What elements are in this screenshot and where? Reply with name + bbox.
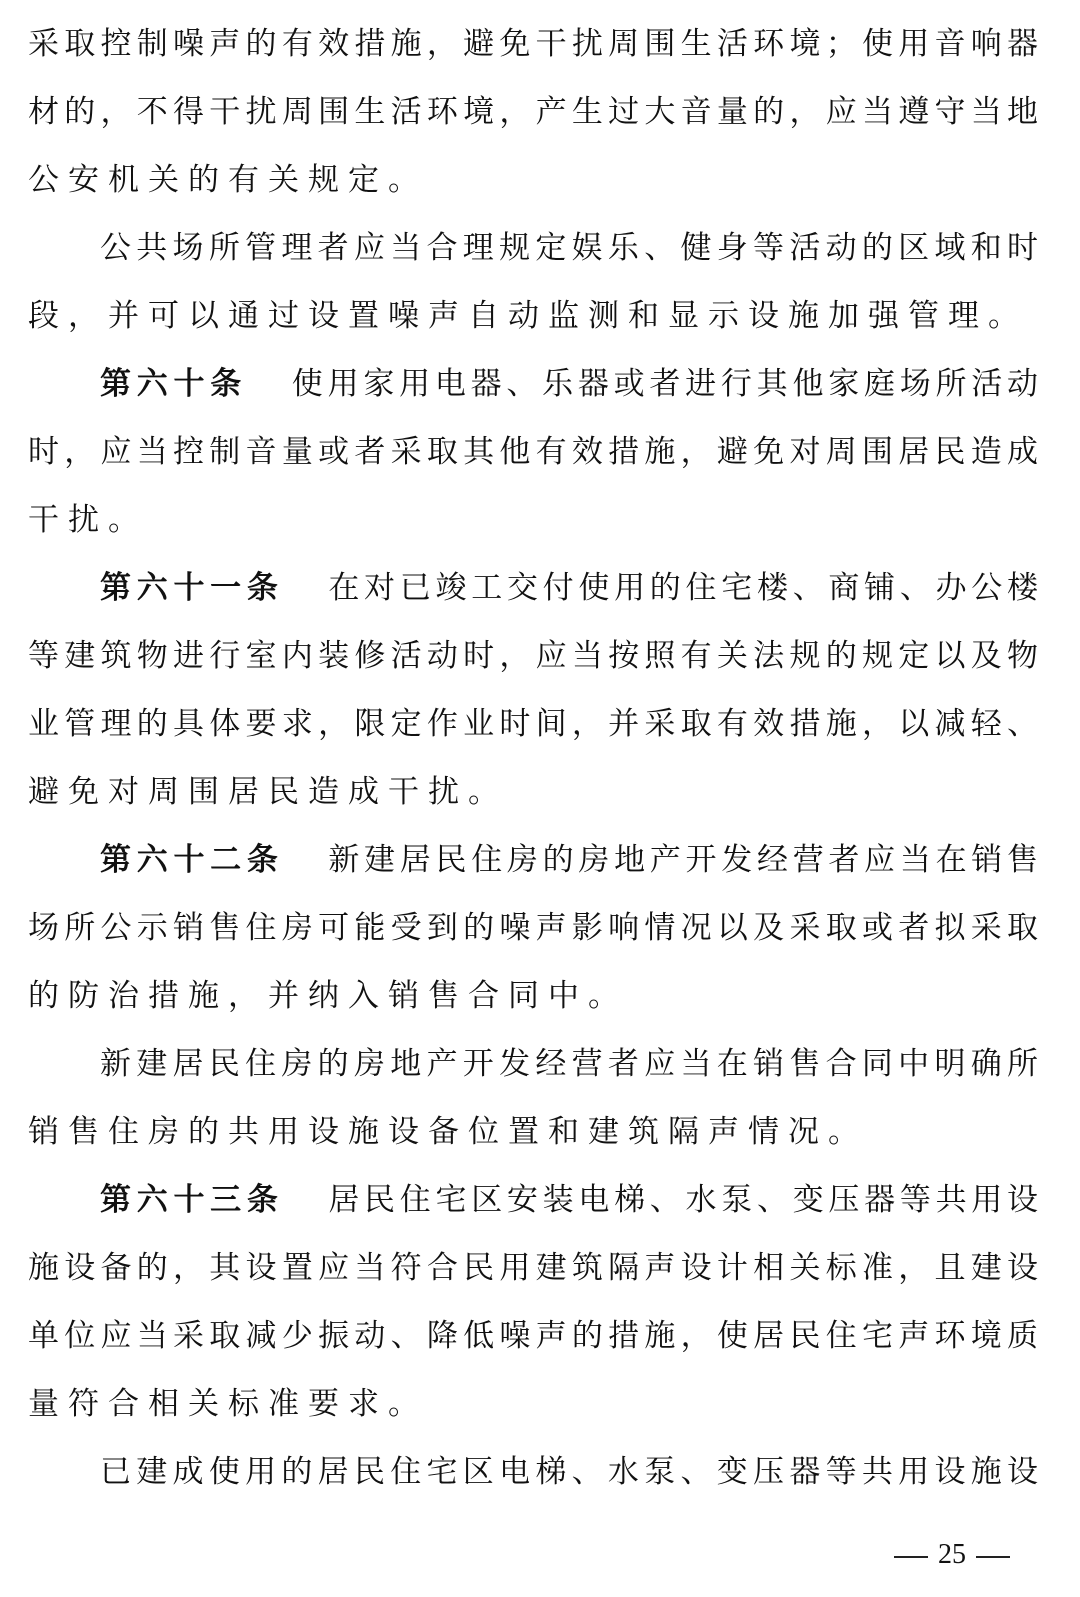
text-line: 场所公示销售住房可能受到的噪声影响情况以及采取或者拟采取 [28, 910, 1038, 946]
text-line: 居民住宅区安装电梯、水泵、变压器等共用设 [323, 1182, 1039, 1218]
text-line: 等建筑物进行室内装修活动时，应当按照有关法规的规定以及物 [28, 638, 1038, 674]
article-62-first-line [100, 826, 1038, 894]
text-line: 避免对周围居民造成干扰。 [28, 774, 508, 810]
text-line: 单位应当采取减少振动、降低噪声的措施，使居民住宅声环境质 [28, 1318, 1038, 1354]
article-60-first-line [100, 350, 1038, 418]
article-63-heading: 第六十三条 [100, 1182, 284, 1218]
page-number: 25 [938, 1539, 966, 1570]
article-60-heading: 第六十条 [100, 366, 248, 402]
text-line: 材的，不得干扰周围生活环境，产生过大音量的，应当遵守当地 [28, 94, 1038, 130]
text-line: 采取控制噪声的有效措施，避免干扰周围生活环境；使用音响器 [28, 26, 1038, 62]
text-line: 时，应当控制音量或者采取其他有效措施，避免对周围居民造成 [28, 434, 1038, 470]
text-line: 新建居民住房的房地产开发经营者应当在销售合同中明确所 [100, 1046, 1038, 1082]
text-line: 段，并可以通过设置噪声自动监测和显示设施加强管理。 [28, 298, 1028, 334]
text-line: 使用家用电器、乐器或者进行其他家庭场所活动 [287, 366, 1039, 402]
text-line: 在对已竣工交付使用的住宅楼、商铺、办公楼 [323, 570, 1039, 606]
text-line: 量符合相关标准要求。 [28, 1386, 428, 1422]
text-line: 干扰。 [28, 502, 148, 538]
text-line: 的防治措施，并纳入销售合同中。 [28, 978, 628, 1014]
article-61-heading: 第六十一条 [100, 570, 284, 606]
article-61-first-line [100, 554, 1038, 622]
article-62-heading: 第六十二条 [100, 842, 284, 878]
footer-dash-right [976, 1556, 1010, 1558]
text-line: 销售住房的共用设施设备位置和建筑隔声情况。 [28, 1114, 868, 1150]
text-line: 施设备的，其设置应当符合民用建筑隔声设计相关标准，且建设 [28, 1250, 1038, 1286]
text-line: 新建居民住房的房地产开发经营者应当在销售 [323, 842, 1039, 878]
text-line: 业管理的具体要求，限定作业时间，并采取有效措施，以减轻、 [28, 706, 1038, 742]
text-line: 公安机关的有关规定。 [28, 162, 428, 198]
article-63-first-line [100, 1166, 1038, 1234]
text-line: 已建成使用的居民住宅区电梯、水泵、变压器等共用设施设 [100, 1454, 1038, 1490]
page-footer [884, 1535, 1020, 1575]
footer-dash-left [894, 1556, 928, 1558]
text-line: 公共场所管理者应当合理规定娱乐、健身等活动的区域和时 [100, 230, 1038, 266]
